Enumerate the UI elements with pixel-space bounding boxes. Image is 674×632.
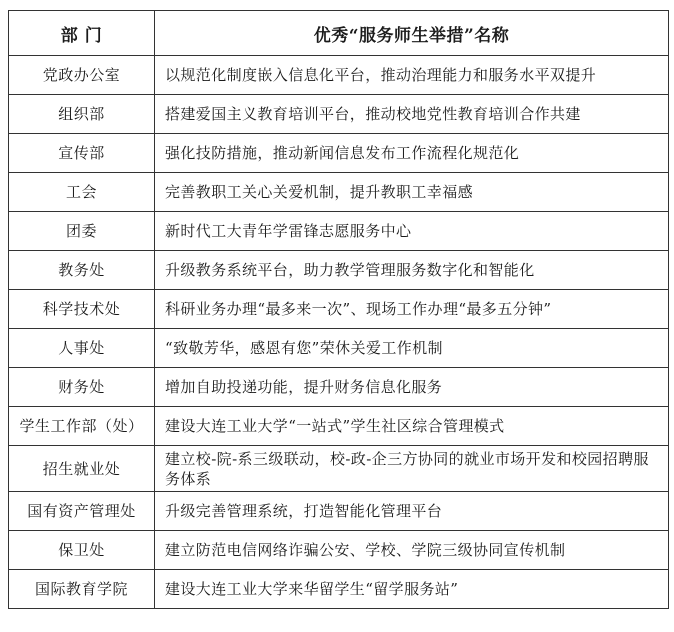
table-row <box>9 329 669 368</box>
initiative-cell: 新时代工大青年学雷锋志愿服务中心 <box>155 212 669 251</box>
table-row <box>9 446 669 492</box>
table-row <box>9 173 669 212</box>
table-row <box>9 407 669 446</box>
table-row <box>9 570 669 609</box>
department-cell: 学生工作部（处） <box>9 407 155 446</box>
department-cell: 科学技术处 <box>9 290 155 329</box>
department-cell: 教务处 <box>9 251 155 290</box>
department-cell: 宣传部 <box>9 134 155 173</box>
initiative-cell: 建设大连工业大学来华留学生“留学服务站” <box>155 570 669 609</box>
initiative-cell: 强化技防措施，推动新闻信息发布工作流程化规范化 <box>155 134 669 173</box>
initiative-cell: 以规范化制度嵌入信息化平台，推动治理能力和服务水平双提升 <box>155 56 669 95</box>
department-cell: 工会 <box>9 173 155 212</box>
initiative-cell: 升级教务系统平台，助力教学管理服务数字化和智能化 <box>155 251 669 290</box>
table-row <box>9 531 669 570</box>
table-row <box>9 95 669 134</box>
initiative-cell: 搭建爱国主义教育培训平台，推动校地党性教育培训合作共建 <box>155 95 669 134</box>
department-cell: 党政办公室 <box>9 56 155 95</box>
header-initiative: 优秀“服务师生举措”名称 <box>155 11 669 56</box>
department-cell: 人事处 <box>9 329 155 368</box>
table-row <box>9 290 669 329</box>
initiative-cell: 建立校-院-系三级联动，校-政-企三方协同的就业市场开发和校园招聘服务体系 <box>155 446 669 492</box>
initiative-cell: “致敬芳华，感恩有您”荣休关爱工作机制 <box>155 329 669 368</box>
initiative-cell: 完善教职工关心关爱机制，提升教职工幸福感 <box>155 173 669 212</box>
initiative-cell: 建立防范电信网络诈骗公安、学校、学院三级协同宣传机制 <box>155 531 669 570</box>
header-row <box>9 11 669 56</box>
table-row <box>9 368 669 407</box>
table-row <box>9 251 669 290</box>
department-cell: 国际教育学院 <box>9 570 155 609</box>
department-cell: 团委 <box>9 212 155 251</box>
header-department: 部 门 <box>9 11 155 56</box>
initiative-cell: 科研业务办理“最多来一次”、现场工作办理“最多五分钟” <box>155 290 669 329</box>
department-cell: 财务处 <box>9 368 155 407</box>
initiatives-table <box>8 10 669 609</box>
table-row <box>9 134 669 173</box>
department-cell: 组织部 <box>9 95 155 134</box>
department-cell: 招生就业处 <box>9 446 155 492</box>
initiative-cell: 增加自助投递功能，提升财务信息化服务 <box>155 368 669 407</box>
table-row <box>9 492 669 531</box>
department-cell: 国有资产管理处 <box>9 492 155 531</box>
table-row <box>9 56 669 95</box>
table-row <box>9 212 669 251</box>
initiative-cell: 升级完善管理系统，打造智能化管理平台 <box>155 492 669 531</box>
initiative-cell: 建设大连工业大学“一站式”学生社区综合管理模式 <box>155 407 669 446</box>
department-cell: 保卫处 <box>9 531 155 570</box>
